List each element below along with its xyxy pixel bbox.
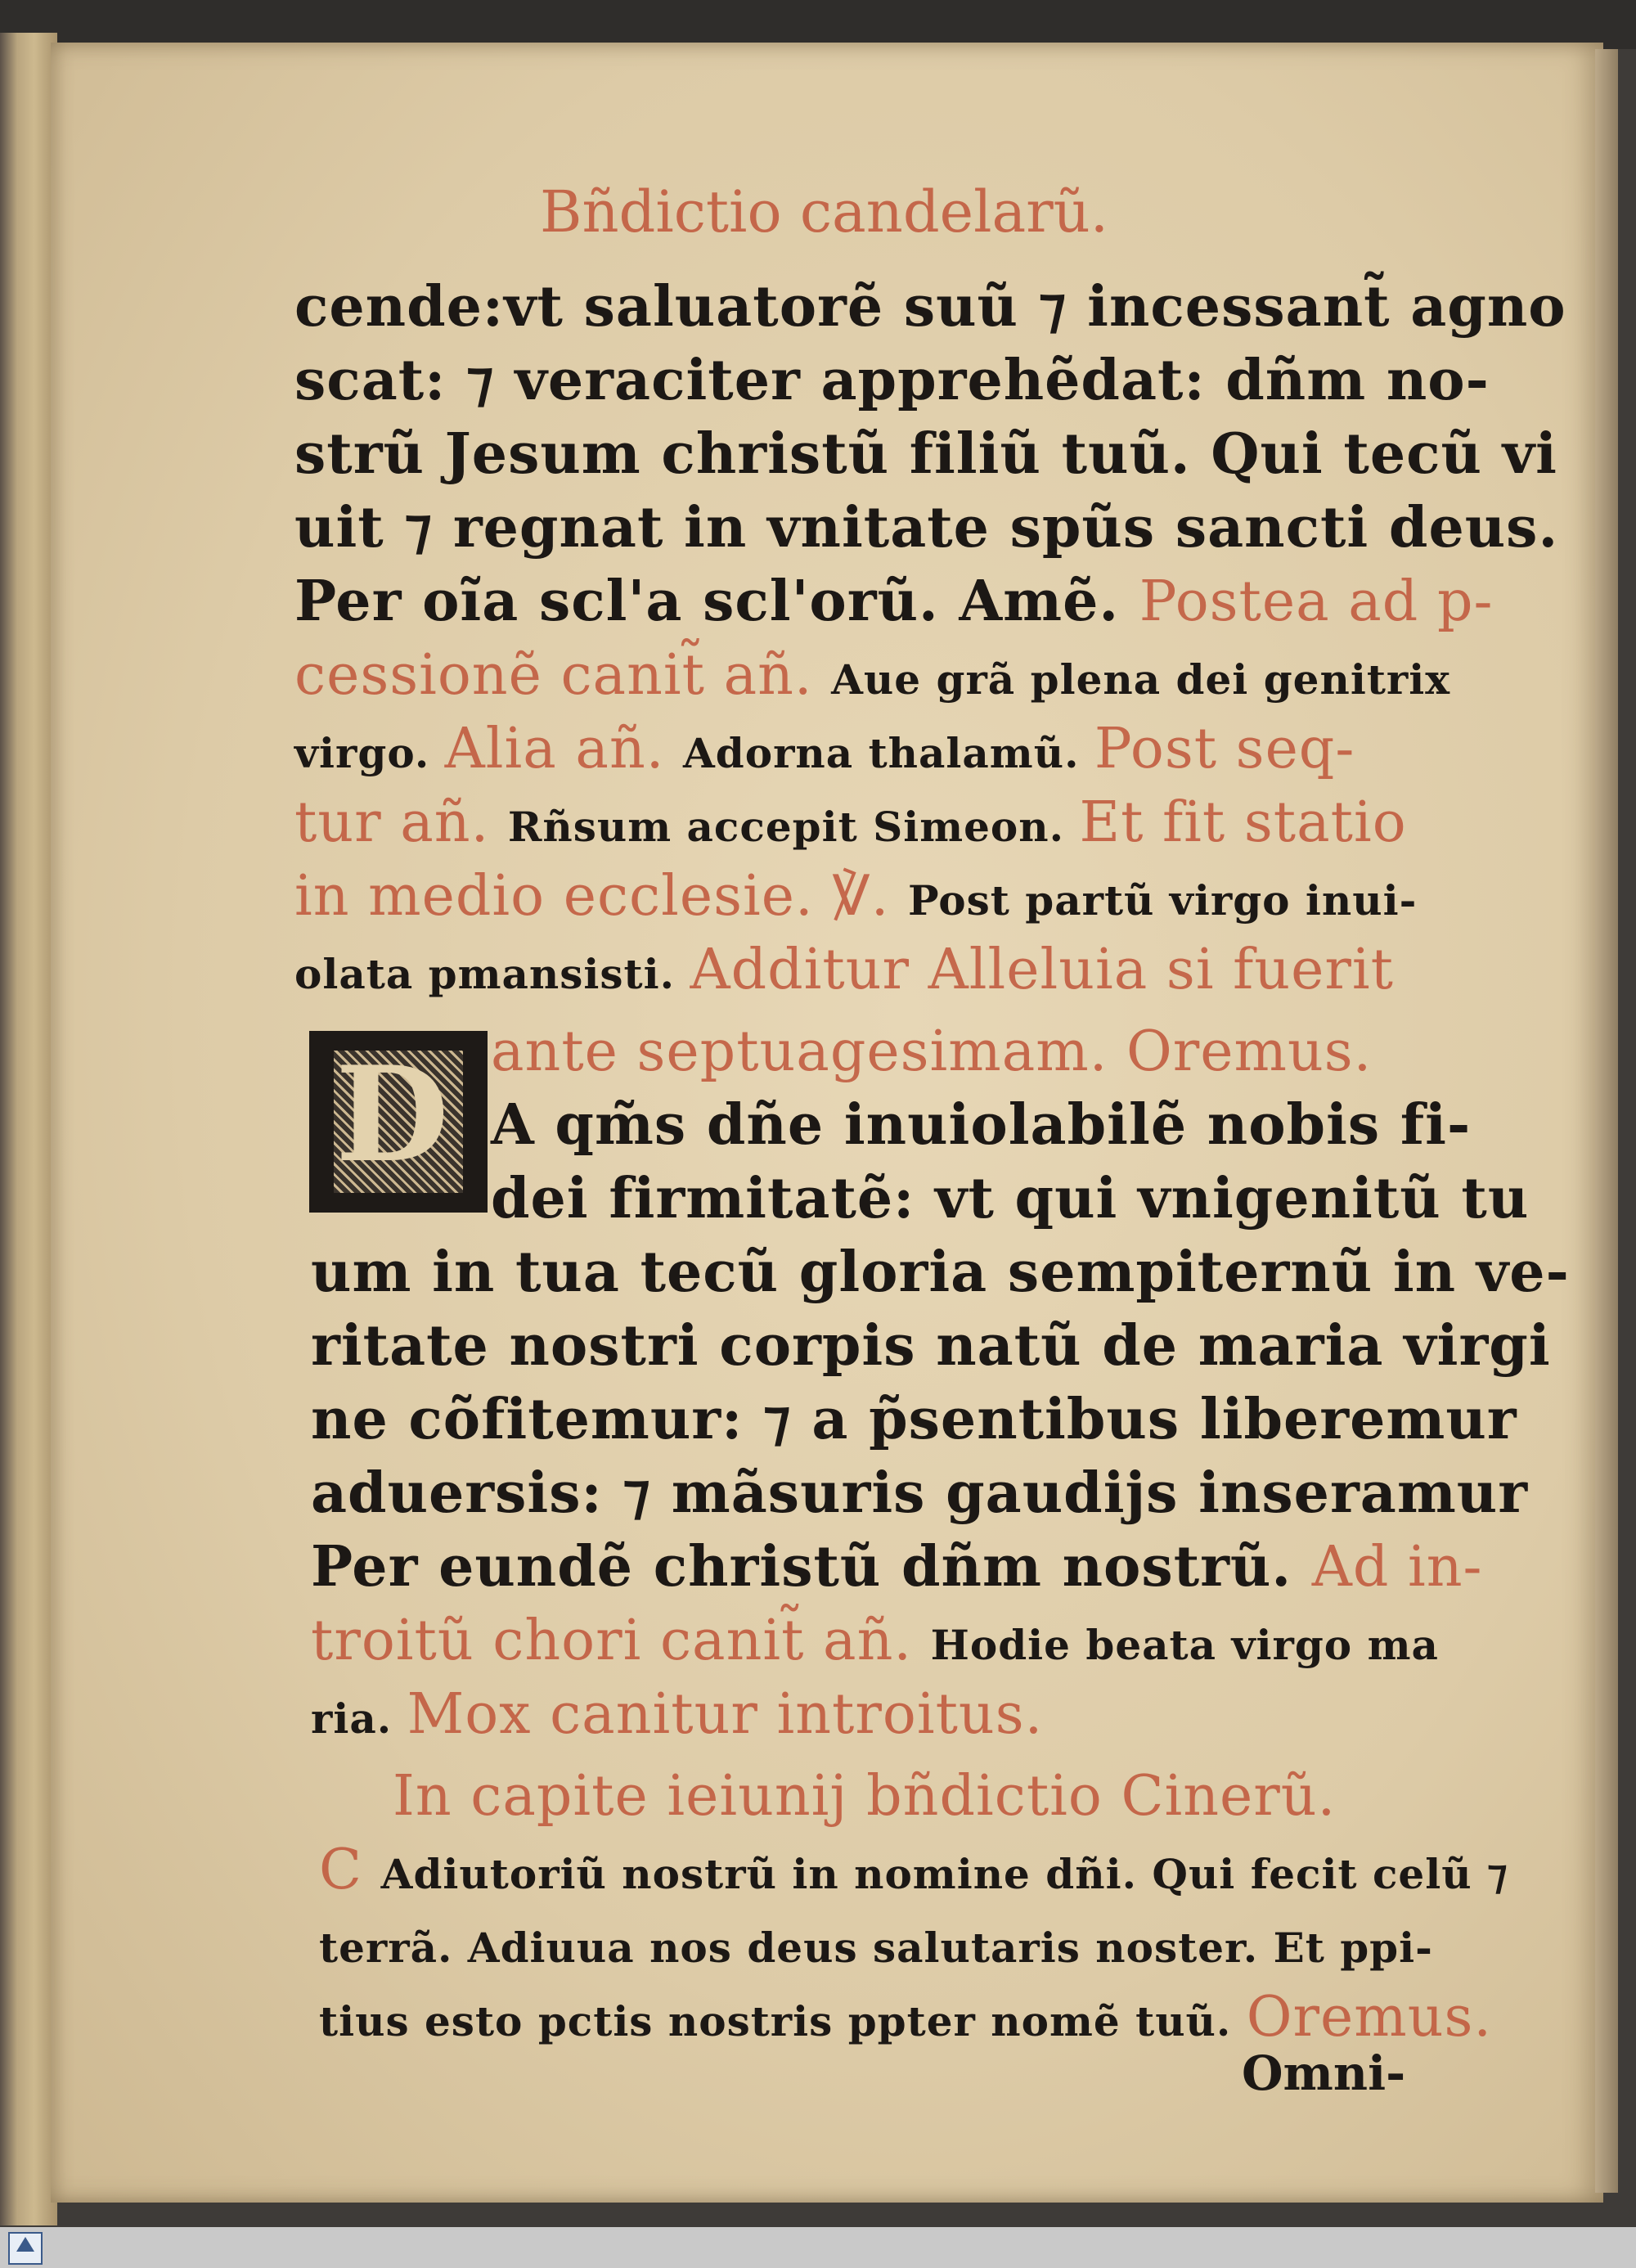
text-line xyxy=(294,417,1557,491)
text-line xyxy=(491,1088,1471,1162)
body-text: Per eundẽ christũ dñm nostrũ. xyxy=(311,1534,1312,1600)
rubric-text: ante septuagesimam. Oremus. xyxy=(491,1019,1373,1084)
rubric-text: Ad in- xyxy=(1311,1535,1483,1600)
book-spine-edge xyxy=(0,33,57,2225)
rubric-text: cessionẽ canit̃ añ. xyxy=(294,643,832,708)
rubric-text: Alia añ. xyxy=(444,717,683,781)
library-logo-icon xyxy=(8,2232,43,2265)
text-line xyxy=(393,1759,1336,1834)
rubric-text: Additur Alleluia si fuerit xyxy=(690,938,1394,1002)
text-line xyxy=(311,1530,1483,1604)
text-line xyxy=(294,859,1417,938)
body-text: strũ Jesum christũ filiũ tuũ. Qui tecũ vi xyxy=(294,421,1557,487)
text-line xyxy=(294,344,1490,417)
text-line xyxy=(294,491,1558,565)
body-text: dei firmitatẽ: vt qui vnigenitũ tu xyxy=(491,1166,1530,1231)
text-line xyxy=(294,712,1355,790)
text-line xyxy=(294,933,1394,1011)
text-line xyxy=(311,1309,1551,1383)
page-heading: Bñdictio candelarũ. xyxy=(540,178,1109,245)
rubric-text: Mox canitur introitus. xyxy=(407,1682,1044,1747)
body-text: scat: ⁊ veraciter apprehẽdat: dñm no- xyxy=(294,348,1490,413)
viewer-bottom-bar xyxy=(0,2227,1636,2268)
body-text: ne cõfitemur: ⁊ a p̃sentibus liberemur xyxy=(311,1387,1517,1452)
text-line xyxy=(294,638,1450,717)
catchword: Omni- xyxy=(1242,2045,1406,2101)
body-text: tius esto pctis nostris ppter nomẽ tuũ. xyxy=(319,1997,1247,2045)
body-text: Aue grã plena dei genitrix xyxy=(831,655,1451,704)
rubric-text: tur añ. xyxy=(294,790,508,855)
body-text: Adorna thalamũ. xyxy=(682,729,1094,777)
body-text: terrã. Adiuua nos deus salutaris noster. Et ppi- xyxy=(319,1924,1433,1972)
text-line xyxy=(491,1015,1372,1089)
rubric-text: troitũ chori canit̃ añ. xyxy=(311,1609,931,1673)
body-text: ria. xyxy=(311,1694,407,1743)
body-text: ritate nostri corpis natũ de maria virgi xyxy=(311,1313,1551,1379)
text-line xyxy=(294,565,1493,639)
text-line xyxy=(491,1162,1529,1235)
text-line xyxy=(294,785,1407,864)
rubric-text: in medio ecclesie. ℣. xyxy=(294,864,908,929)
rubric-text: Et fit statio xyxy=(1079,790,1407,855)
body-text: virgo. xyxy=(294,729,445,777)
rubric-text: Postea ad p- xyxy=(1139,569,1494,634)
body-text: aduersis: ⁊ mãsuris gaudijs inseramur xyxy=(311,1460,1529,1526)
body-text: Per oĩa scl'a scl'orũ. Amẽ. xyxy=(294,569,1139,634)
text-line xyxy=(319,1906,1433,1985)
text-line xyxy=(311,1235,1570,1309)
text-line xyxy=(311,1604,1439,1682)
body-text: olata pmansisti. xyxy=(294,950,690,998)
body-text: cende:vt saluatorẽ suũ ⁊ incessant̃ agno xyxy=(294,274,1566,340)
text-line xyxy=(311,1456,1528,1530)
decorated-initial xyxy=(309,1031,488,1213)
text-line xyxy=(311,1383,1517,1456)
rubric-text: Post seq- xyxy=(1094,717,1355,781)
initial-letter: D xyxy=(335,1037,449,1191)
body-text: A qm̃s dñe inuiolabilẽ nobis fi- xyxy=(491,1092,1472,1158)
body-text: Adiutoriũ nostrũ in nomine dñi. Qui fecit celũ ⁊ xyxy=(380,1850,1508,1898)
rubric-text: C xyxy=(319,1838,381,1902)
page-edge xyxy=(1595,49,1618,2193)
body-text: um in tua tecũ gloria sempiternũ in ve- xyxy=(311,1240,1570,1305)
rubric-text: Oremus. xyxy=(1246,1985,1493,2050)
body-text: Hodie beata virgo ma xyxy=(930,1621,1439,1669)
text-line xyxy=(294,270,1566,344)
scanner-background-top xyxy=(0,0,1636,49)
body-text: Post partũ virgo inui- xyxy=(907,876,1418,925)
text-line xyxy=(311,1677,1043,1756)
text-line xyxy=(319,1833,1508,1911)
rubric-text: In capite ieiunij bñdictio Cinerũ. xyxy=(393,1764,1337,1829)
body-text: Rñsum accepit Simeon. xyxy=(507,803,1080,851)
body-text: uit ⁊ regnat in vnitate spũs sancti deus. xyxy=(294,495,1559,560)
